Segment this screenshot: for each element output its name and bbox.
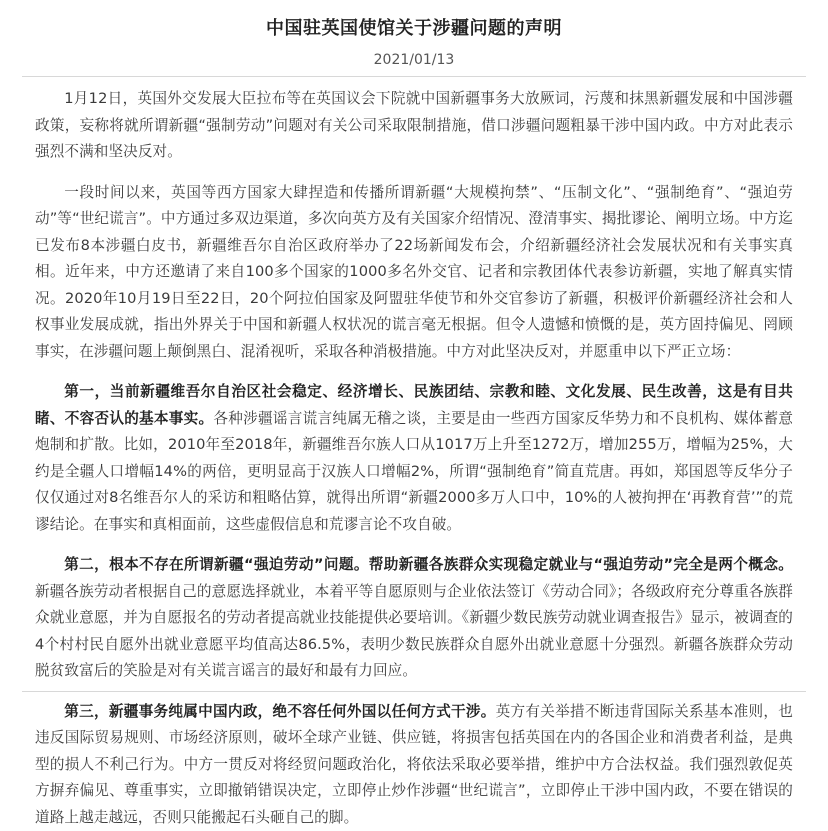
paragraph-5 — [35, 699, 793, 831]
paragraph-5-lead: 第三，新疆事务纯属中国内政，绝不容任何外国以任何方式干涉。 — [64, 703, 495, 720]
paragraph-4 — [35, 552, 793, 685]
paragraph-1-text: 1月12日，英国外交发展大臣拉布等在英国议会下院就中国新疆事务大放厥词，污蔑和抹黑新疆发展和中国涉疆政策，妄称将就所谓新疆“强制劳动”问题对有关公司采取限制措施，借口涉疆问题粗暴干涉中国内政。中方对此表示强烈不满和坚决反对。 — [35, 90, 793, 160]
paragraph-4-lead: 第二，根本不存在所谓新疆“强迫劳动”问题。帮助新疆各族群众实现稳定就业与“强迫劳动”完全是两个概念。 — [64, 556, 793, 573]
paragraph-3-text: 各种涉疆谣言谎言纯属无稽之谈，主要是由一些西方国家反华势力和不良机构、媒体蓄意炮制和扩散。比如，2010年至2018年，新疆维吾尔族人口从1017万上升至1272万，增加255万，增幅为25%，大约是全疆人口增幅14%的两倍，更明显高于汉族人口增幅2%，所谓“强制绝育”简直荒唐。再如，郑国恩等反华分子仅仅通过对8名维吾尔人的采访和粗略估算，就得出所谓“新疆2000多万人口中，10%的人被拘押在‘再教育营’”的荒谬结论。在事实和真相面前，这些虚假信息和荒谬言论不攻自破。 — [35, 410, 793, 533]
paragraph-3-lead: 第一，当前新疆维吾尔自治区社会稳定、经济增长、民族团结、宗教和睦、文化发展、民生改善，这是有目共睹、不容否认的基本事实。 — [35, 383, 793, 427]
footer-divider — [22, 691, 806, 692]
paragraph-1 — [35, 86, 793, 166]
document-body — [0, 77, 828, 831]
publish-date: 2021/01/13 — [0, 51, 828, 69]
document-header — [0, 0, 828, 69]
paragraph-5-text: 英方有关举措不断违背国际关系基本准则，也违反国际贸易规则、市场经济原则，破坏全球产业链、供应链，将损害包括英国在内的各国企业和消费者利益，是典型的损人不利己行为。中方一贯反对将经贸问题政治化，将依法采取必要举措，维护中方合法权益。我们强烈敦促英方摒弃偏见、尊重事实，立即撤销错误决定，立即停止炒作涉疆“世纪谎言”，立即停止干涉中国内政，不要在错误的道路上越走越远，否则只能搬起石头砸自己的脚。 — [35, 703, 793, 826]
paragraph-2 — [35, 180, 793, 366]
paragraph-4-text: 新疆各族劳动者根据自己的意愿选择就业，本着平等自愿原则与企业依法签订《劳动合同》；各级政府充分尊重各族群众就业意愿，并为自愿报名的劳动者提高就业技能提供必要培训。《新疆少数民族劳动就业调查报告》显示，被调查的4个村村民自愿外出就业意愿平均值高达86.5%，表明少数民族群众自愿外出就业意愿十分强烈。新疆各族群众劳动脱贫致富后的笑脸是对有关谎言谣言的最好和最有力回应。 — [35, 583, 793, 680]
page-title: 中国驻英国使馆关于涉疆问题的声明 — [0, 16, 828, 42]
paragraph-3 — [35, 379, 793, 538]
paragraph-2-text: 一段时间以来，英国等西方国家大肆捏造和传播所谓新疆“大规模拘禁”、“压制文化”、“强制绝育”、“强迫劳动”等“世纪谎言”。中方通过多双边渠道，多次向英方及有关国家介绍情况、澄清事实、揭批谬论、阐明立场。中方迄已发布8本涉疆白皮书，新疆维吾尔自治区政府举办了22场新闻发布会，介绍新疆经济社会发展状况和有关事实真相。近年来，中方还邀请了来自100多个国家的1000多名外交官、记者和宗教团体代表参访新疆，实地了解真实情况。2020年10月19日至22日，20个阿拉伯国家及阿盟驻华使节和外交官参访了新疆，积极评价新疆经济社会和人权事业发展成就，指出外界关于中国和新疆人权状况的谎言毫无根据。但令人遗憾和愤慨的是，英方固持偏见、罔顾事实，在涉疆问题上颠倒黑白、混淆视听，采取各种消极措施。中方对此坚决反对，并愿重申以下严正立场： — [35, 184, 793, 360]
